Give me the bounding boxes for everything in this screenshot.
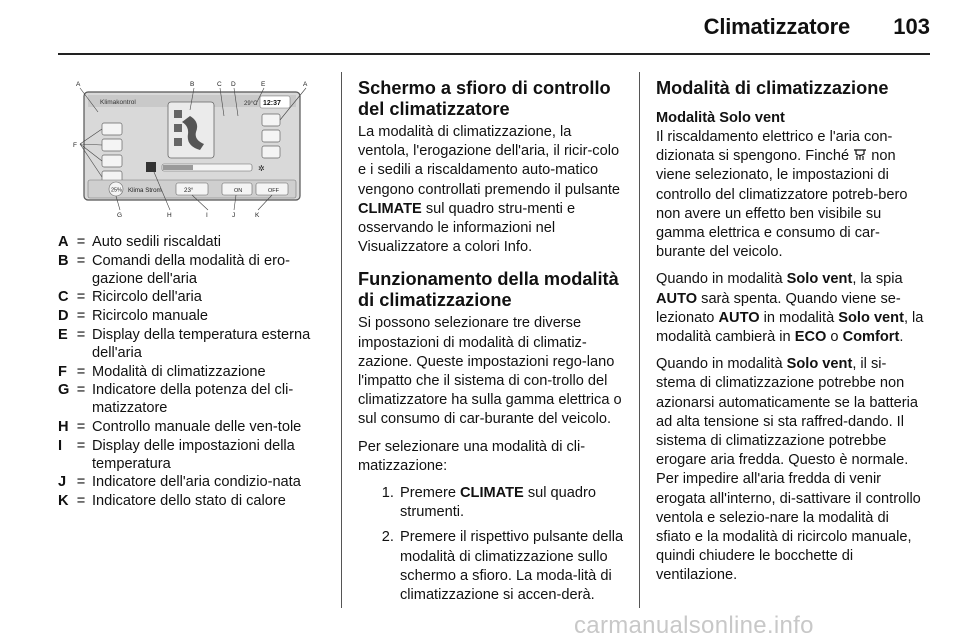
climate-touchscreen-figure [58,76,324,222]
set-temp: 23° [184,187,194,194]
legend-equals: = [76,474,86,491]
legend-item [58,382,328,418]
legend-text: Indicatore della potenza del cli-matizzatore [92,382,294,417]
legend-letter: D [58,308,69,325]
seat-heat-button [262,114,280,126]
fan-percent: 25% [111,187,123,194]
recirc-button [262,130,280,142]
page-number: 103 [893,14,930,39]
paragraph: La modalità di climatizzazione, la ventola, l'erogazione dell'aria, il ricir-colo e i sedili a riscaldamento auto-matico vengono controllati premendo il pulsante CLIMATE sul quadro stru-menti e osservando le informazioni nel Visualizzatore a colori Info. [358,124,621,256]
legend-item [58,327,328,363]
callout-h: H [167,212,172,219]
steps-list [358,484,624,605]
legend-text: Ricircolo manuale [92,308,208,325]
mode-button-2 [102,139,122,151]
legend-item [58,234,328,252]
mode-button-1 [102,123,122,135]
section-heading-mode-operation: Funzionamento della modalità di climatizzazione [358,269,619,311]
legend-item [58,253,328,289]
callout-e: E [261,81,266,88]
legend-text: Display delle impostazioni della temperatura [92,437,295,472]
legend-item [58,419,328,437]
outside-temp: 29°C [244,101,258,107]
legend-equals: = [76,382,86,399]
legend-item [58,364,328,382]
callout-a-left: A [76,81,81,88]
legend-text: Modalità di climatizzazione [92,363,266,380]
callout-a-right: A [303,81,308,88]
callout-f: F [73,142,77,149]
step-item: 2. Premere il rispettivo pulsante della modalità di climatizzazione sullo schermo a sfioro. La moda-lità di climatizzazione si accen-derà. [398,528,624,605]
column-right [656,78,924,594]
climate-keyword: CLIMATE [358,200,422,217]
legend-text: Controllo manuale delle ven-tole [92,418,302,435]
legend-text: Ricircolo dell'aria [92,289,202,306]
step-item: 1. Premere CLIMATE sul quadro strumenti. [398,484,624,522]
callout-c: C [217,81,222,88]
legend-text: Indicatore dello stato di calore [92,493,286,510]
legend-letter: C [58,289,69,306]
legend-item [58,493,328,511]
legend-item [58,438,328,474]
legend-item [58,308,328,326]
callout-j: J [232,212,236,219]
fan-off-icon [146,162,156,172]
legend-text: Comandi della modalità di ero-gazione dell'aria [92,252,290,287]
legend-equals: = [76,308,86,325]
legend-equals: = [76,418,86,435]
watermark: carmanualsonline.info [574,612,814,639]
fan-slider-fill [163,165,193,170]
section-heading-climate-modes: Modalità di climatizzazione [656,78,889,98]
callout-k: K [255,212,260,219]
legend-equals: = [76,363,86,380]
page-header-title: Climatizzatore [703,14,850,39]
airflow-mode-graphic [168,102,214,158]
legend-letter: K [58,493,69,510]
header-rule [58,53,930,55]
legend-letter: B [58,252,69,269]
heat-off-label: OFF [268,188,279,194]
subheading-vent-only: Modalità Solo vent [656,110,785,126]
manual-recirc-button [262,146,280,158]
legend-equals: = [76,289,86,306]
legend-item [58,289,328,307]
fan-icon [853,148,867,161]
legend-text: Auto sedili riscaldati [92,234,221,250]
legend-item [58,474,328,492]
paragraph: Quando in modalità Solo vent, la spia AUTO sarà spenta. Quando viene se-lezionato AUTO in modalità Solo vent, la modalità cambierà in ECO o Comfort. [656,271,924,346]
legend-letter: E [58,326,68,343]
callout-d: D [231,81,236,88]
legend-equals: = [76,234,86,250]
legend-text: Display della temperatura esterna dell'aria [92,326,311,361]
legend-equals: = [76,252,86,269]
mode-button-3 [102,155,122,167]
figure-legend [58,234,328,512]
paragraph: Si possono selezionare tre diverse impostazioni di modalità di climatiz-zazione. Queste impostazioni rego-lano l'impatto che il sistema di con-trollo del climatizzatore ha sulla gamma elettrica o sul consumo di car-burante del veicolo. [358,315,622,428]
callout-i: I [206,212,208,219]
paragraph: Per selezionare una modalità di cli-matizzazione: [358,438,586,474]
legend-letter: I [58,437,63,454]
column-middle [358,78,624,611]
legend-letter: J [58,474,67,491]
mode-label: Klima Strom [128,187,162,194]
legend-letter: G [58,382,70,399]
legend-text: Indicatore dell'aria condizio-nata [92,474,301,491]
screen-title: Klimakontrol [100,99,136,106]
clock: 12:37 [263,100,281,107]
ac-on-label: ON [234,188,243,194]
legend-equals: = [76,493,86,510]
paragraph: Quando in modalità Solo vent, il si-stema di climatizzazione potrebbe non azionarsi automaticamente se la batteria ad alta tensione si sta raffred-dando. Il sistema di climatizzazione potrebbe erogare aria fredda. Questo è normale. Per impedire all'aria fredda di venir erogata all'interno, di-sattivare il controllo ventola e selezio-nare la modalità di sfiato e la modalità di ricircolo manuale, quindi chiudere le bocchette di ventilazione. [656,356,921,584]
legend-letter: H [58,418,69,435]
legend-equals: = [76,437,86,454]
section-heading-touchscreen: Schermo a sfioro di controllo del climatizzatore [358,78,611,119]
callout-g: G [117,212,123,219]
column-divider [341,72,342,608]
paragraph: Il riscaldamento elettrico e l'aria con-dizionata si spengono. Finché non viene selezionato, le impostazioni di controllo del climatizzatore potreb-bero non avere un effetto ben visibile su gamma elettrica e consumo di car-burante del veicolo. [656,129,908,261]
right-buttons [262,114,280,158]
fan-icon: ✲ [258,164,265,173]
legend-letter: A [58,234,69,250]
column-divider [639,72,640,608]
legend-equals: = [76,326,86,343]
legend-letter: F [58,363,67,380]
callout-b: B [190,81,195,88]
